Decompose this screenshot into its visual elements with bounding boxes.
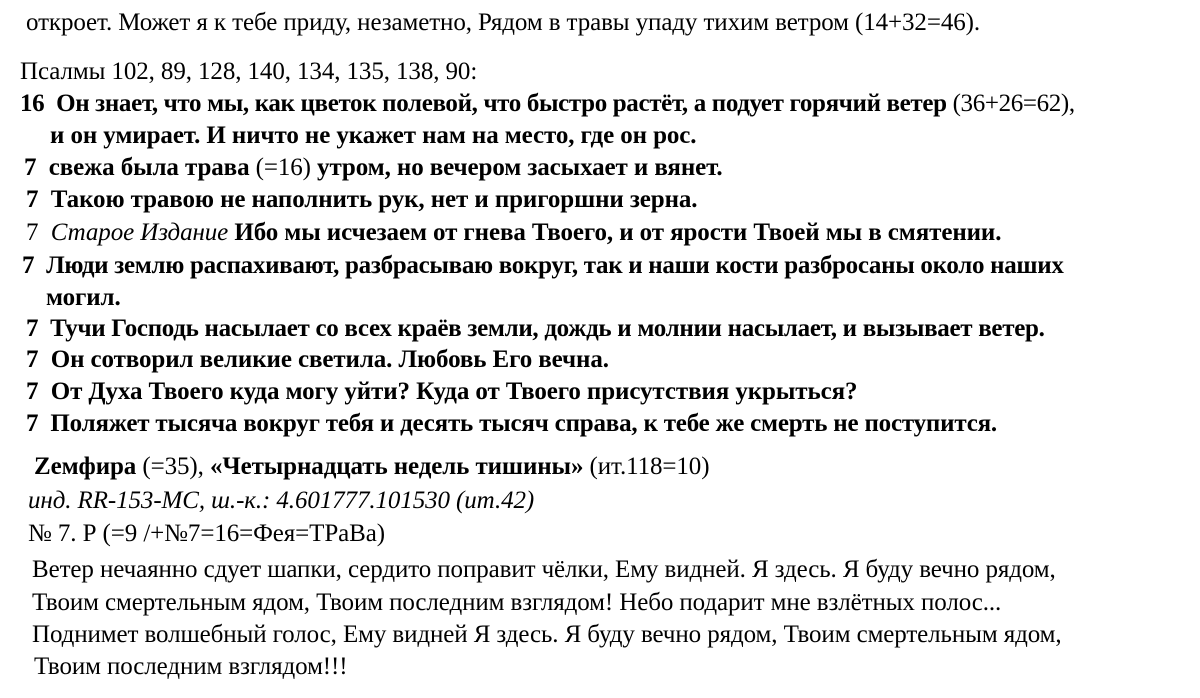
album-sum: (ит.118=10) <box>589 453 710 480</box>
psalms-heading <box>20 57 477 87</box>
verse-line-6 <box>26 185 697 215</box>
verse-line-5 <box>24 153 723 183</box>
lyrics-text: Ветер нечаянно сдует шапки, сердито поправит чёлки, Ему видней. Я здесь. Я буду вечно рядом, <box>32 556 1056 583</box>
verse-line-7 <box>26 218 1001 248</box>
verse-number: 7 <box>26 378 39 405</box>
track-info <box>28 519 385 549</box>
verse-line-8-continued <box>46 283 121 313</box>
verse-number: 16 <box>20 90 45 117</box>
verse-number: 7 <box>24 154 37 181</box>
verse-line-8 <box>22 251 1064 281</box>
lyrics-line-4 <box>34 652 347 682</box>
verse-number: 7 <box>26 410 39 437</box>
lyrics-text: Поднимет волшебный голос, Ему видней Я здесь. Я буду вечно рядом, Твоим смертельным ядом, <box>32 621 1062 648</box>
verse-text: утром, но вечером засыхает и вянет. <box>317 154 723 181</box>
track-text: № 7. Р (=9 /+№7=16=Фея=ТРаВа) <box>28 520 385 547</box>
verse-line-13 <box>26 409 997 439</box>
verse-text: свежа была трава <box>48 154 250 181</box>
verse-text: Ибо мы исчезаем от гнева Твоего, и от ярости Твоей мы в смятении. <box>234 219 1002 246</box>
catalog-info <box>28 486 534 516</box>
catalog-text: инд. RR-153-MC, ш.-к.: 4.601777.101530 (ит.42) <box>28 487 535 514</box>
verse-number: 7 <box>22 252 35 279</box>
verse-number: 7 <box>26 186 39 213</box>
verse-line-10 <box>26 314 1045 344</box>
verse-text: могил. <box>46 284 121 311</box>
verse-number: 7 <box>26 315 39 342</box>
verse-number: 7 <box>26 219 39 246</box>
text-line-1 <box>26 8 980 38</box>
verse-text: От Духа Твоего куда могу уйти? Куда от Твоего присутствия укрыться? <box>50 378 858 405</box>
verse-number: 7 <box>26 346 39 373</box>
verse-16-continued <box>50 121 696 151</box>
lyrics-text: Твоим смертельным ядом, Твоим последним взглядом! Небо подарит мне взлётных полос... <box>32 589 1002 616</box>
verse-line-12 <box>26 377 857 407</box>
line-text: Псалмы 102, 89, 128, 140, 134, 135, 138, 90: <box>20 58 478 85</box>
verse-sum: (=16) <box>255 154 311 181</box>
verse-text: Люди землю распахивают, разбрасываю вокруг, так и наши кости разбросаны около наших <box>46 252 1064 279</box>
verse-text: Поляжет тысяча вокруг тебя и десять тысяч справа, к тебе же смерть не поступится. <box>50 410 997 437</box>
album-title: «Четырнадцать недель тишины» <box>209 453 584 480</box>
verse-text: Такою травою не наполнить рук, нет и пригоршни зерна. <box>50 186 698 213</box>
verse-line-11 <box>26 345 609 375</box>
artist-sum: (=35), <box>142 453 204 480</box>
lyrics-line-2 <box>32 588 1001 618</box>
lyrics-line-1 <box>32 555 1056 585</box>
lyrics-line-3 <box>32 620 1062 650</box>
lyrics-text: Твоим последним взглядом!!! <box>34 653 348 680</box>
verse-sum: (36+26=62), <box>952 90 1075 117</box>
artist-name: Zемфира <box>34 453 137 480</box>
verse-text: Он сотворил великие светила. Любовь Его вечна. <box>50 346 609 373</box>
verse-text: и он умирает. И ничто не укажет нам на место, где он рос. <box>50 122 697 149</box>
verse-16 <box>20 89 1075 119</box>
verse-text: Он знает, что мы, как цветок полевой, что быстро растёт, а подует горячий ветер <box>56 90 947 117</box>
album-info <box>34 452 709 482</box>
edition-label: Старое Издание <box>50 219 229 246</box>
line-text: откроет. Может я к тебе приду, незаметно, Рядом в травы упаду тихим ветром (14+32=46). <box>26 9 981 36</box>
verse-text: Тучи Господь насылает со всех краёв земли, дождь и молнии насылает, и вызывает ветер. <box>50 315 1045 342</box>
